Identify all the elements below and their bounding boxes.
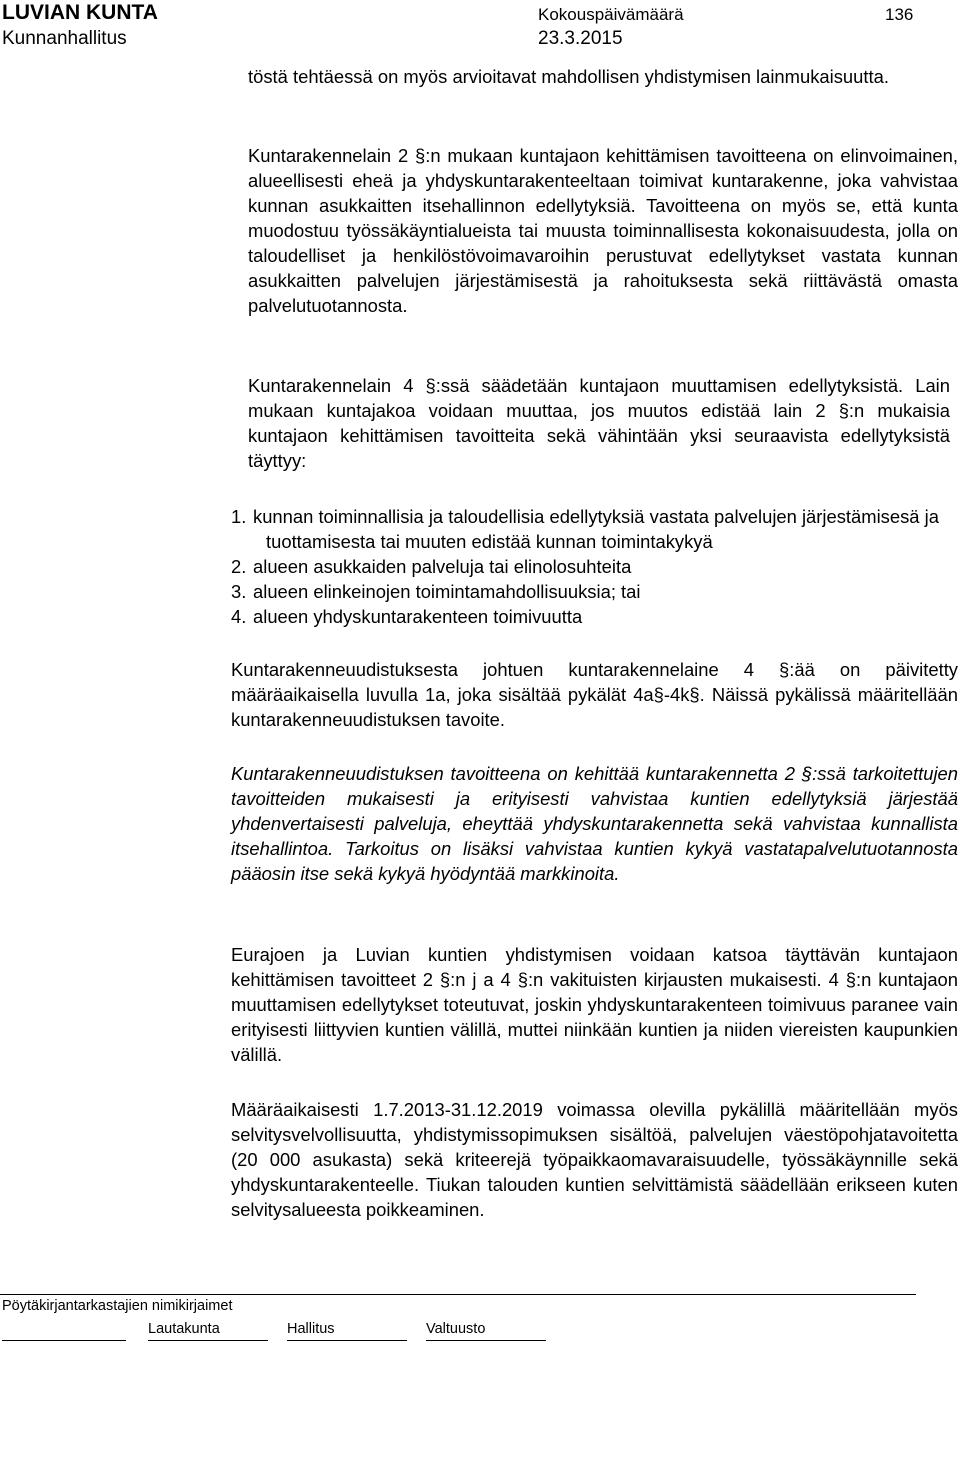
list-item (231, 579, 958, 604)
paragraph: Määräaikaisesti 1.7.2013-31.12.2019 voimassa olevilla pykälillä määritellään myös selvitysvelvollisuutta, yhdistymissopimuksen sisältöä, palvelujen väestöpohjatavoitetta (20 000 asukasta) sekä kriteerejä työpaikkaomavaraisuudelle, työssäkäynnille sekä yhdyskuntarakenteelle. Tiukan talouden kuntien selvittämistä säädellään erikseen kuten selvitysalueesta poikkeaminen. (231, 1099, 958, 1220)
signature-line (426, 1340, 546, 1341)
paragraph: Kuntarakennelain 2 §:n mukaan kuntajaon kehittämisen tavoitteena on elinvoimainen, alueellisesti eheä ja yhdyskuntarakenteeltaan toimivat kuntarakenne, joka vahvistaa kunnan asukkaitten itsehallinnon edellytyksiä. Tavoitteena on myös se, että kunta muodostuu työssäkäyntialueista tai muusta toiminnallisesta kokonaisuudesta, jolla on taloudelliset ja henkilöstövoimavaroihin perustuvat edellytykset vastata kunnan asukkaitten palvelujen järjestämisestä ja rahoituksesta sekä riittävästä omasta palvelutuotannosta. (248, 145, 958, 316)
paragraph: Kuntarakenneuudistuksesta johtuen kuntarakennelaine 4 §:ää on päivitetty määräaikaisella luvulla 1a, joka sisältää pykälät 4a§-4k§. Näissä pykälissä määritellään kuntarakenneuudistuksen tavoite. (231, 659, 958, 730)
paragraph: Kuntarakennelain 4 §:ssä säädetään kuntajaon muuttamisen edellytyksistä. Lain mukaan kuntajakoa voidaan muuttaa, jos muutos edistää lain 2 §:n mukaisia kuntajaon kehittämisen tavoitteita sekä vähintään yksi seuraavista edellytyksistä täyttyy: (248, 375, 950, 471)
date-label: Kokouspäivämäärä (538, 5, 684, 24)
meeting-date: 23.3.2015 (538, 28, 623, 49)
paragraph: töstä tehtäessä on myös arvioitavat mahdollisen yhdistymisen lainmukaisuutta. (248, 66, 889, 87)
signature-line (148, 1340, 268, 1341)
footer-title: Pöytäkirjantarkastajien nimikirjaimet (2, 1298, 233, 1314)
list-number: 2. (231, 556, 247, 577)
list-text: kunnan toiminnallisia ja taloudellisia edellytyksiä vastata palvelujen järjestämisesä ja tuottamisesta tai muuten edistää kunnan toimintakykyä (253, 506, 939, 552)
body-name: Kunnanhallitus (2, 28, 127, 49)
paragraph-italic: Kuntarakenneuudistuksen tavoitteena on kehittää kuntarakennetta 2 §:ssä tarkoitettujen tavoitteiden mukaisesti ja erityisesti vahvistaa kuntien edellytyksiä järjestää yhdenvertaisesti palveluja, eheyttää yhdyskuntarakennetta sekä vahvistaa kunnallista itsehallintoa. Tarkoitus on lisäksi vahvistaa kuntien kykyä vastatapalvelutuotannosta pääosin itse sekä kykyä hyödyntää markkinoita. (231, 763, 958, 884)
list-item (231, 504, 958, 554)
list-text: alueen asukkaiden palveluja tai elinolosuhteita (253, 556, 632, 577)
criteria-list (231, 504, 958, 629)
list-text: alueen yhdyskuntarakenteen toimivuutta (253, 606, 583, 627)
list-number: 4. (231, 606, 247, 627)
list-item (231, 554, 958, 579)
signature-line (287, 1340, 407, 1341)
list-number: 1. (231, 506, 247, 527)
list-number: 3. (231, 581, 247, 602)
sig-valtuusto: Valtuusto (426, 1321, 486, 1337)
paragraph: Eurajoen ja Luvian kuntien yhdistymisen voidaan katsoa täyttävän kuntajaon kehittämisen tavoitteet 2 §:n j a 4 §:n vakituisten kirjausten mukaisesti. 4 §:n kuntajaon muuttamisen edellytykset toteutuvat, joskin yhdyskuntarakenteen toimivuus paranee vain erityisesti liittyvien kuntien välillä, muttei niinkään kuntien ja niiden viereisten kaupunkien välillä. (231, 944, 958, 1065)
sig-hallitus: Hallitus (287, 1321, 335, 1337)
sig-lautakunta: Lautakunta (148, 1321, 220, 1337)
org-name: LUVIAN KUNTA (2, 1, 158, 24)
list-item (231, 604, 958, 629)
list-text: alueen elinkeinojen toimintamahdollisuuksia; tai (253, 581, 641, 602)
page-number: 136 (885, 5, 914, 24)
signature-line (2, 1340, 126, 1341)
footer-divider (0, 1294, 916, 1295)
